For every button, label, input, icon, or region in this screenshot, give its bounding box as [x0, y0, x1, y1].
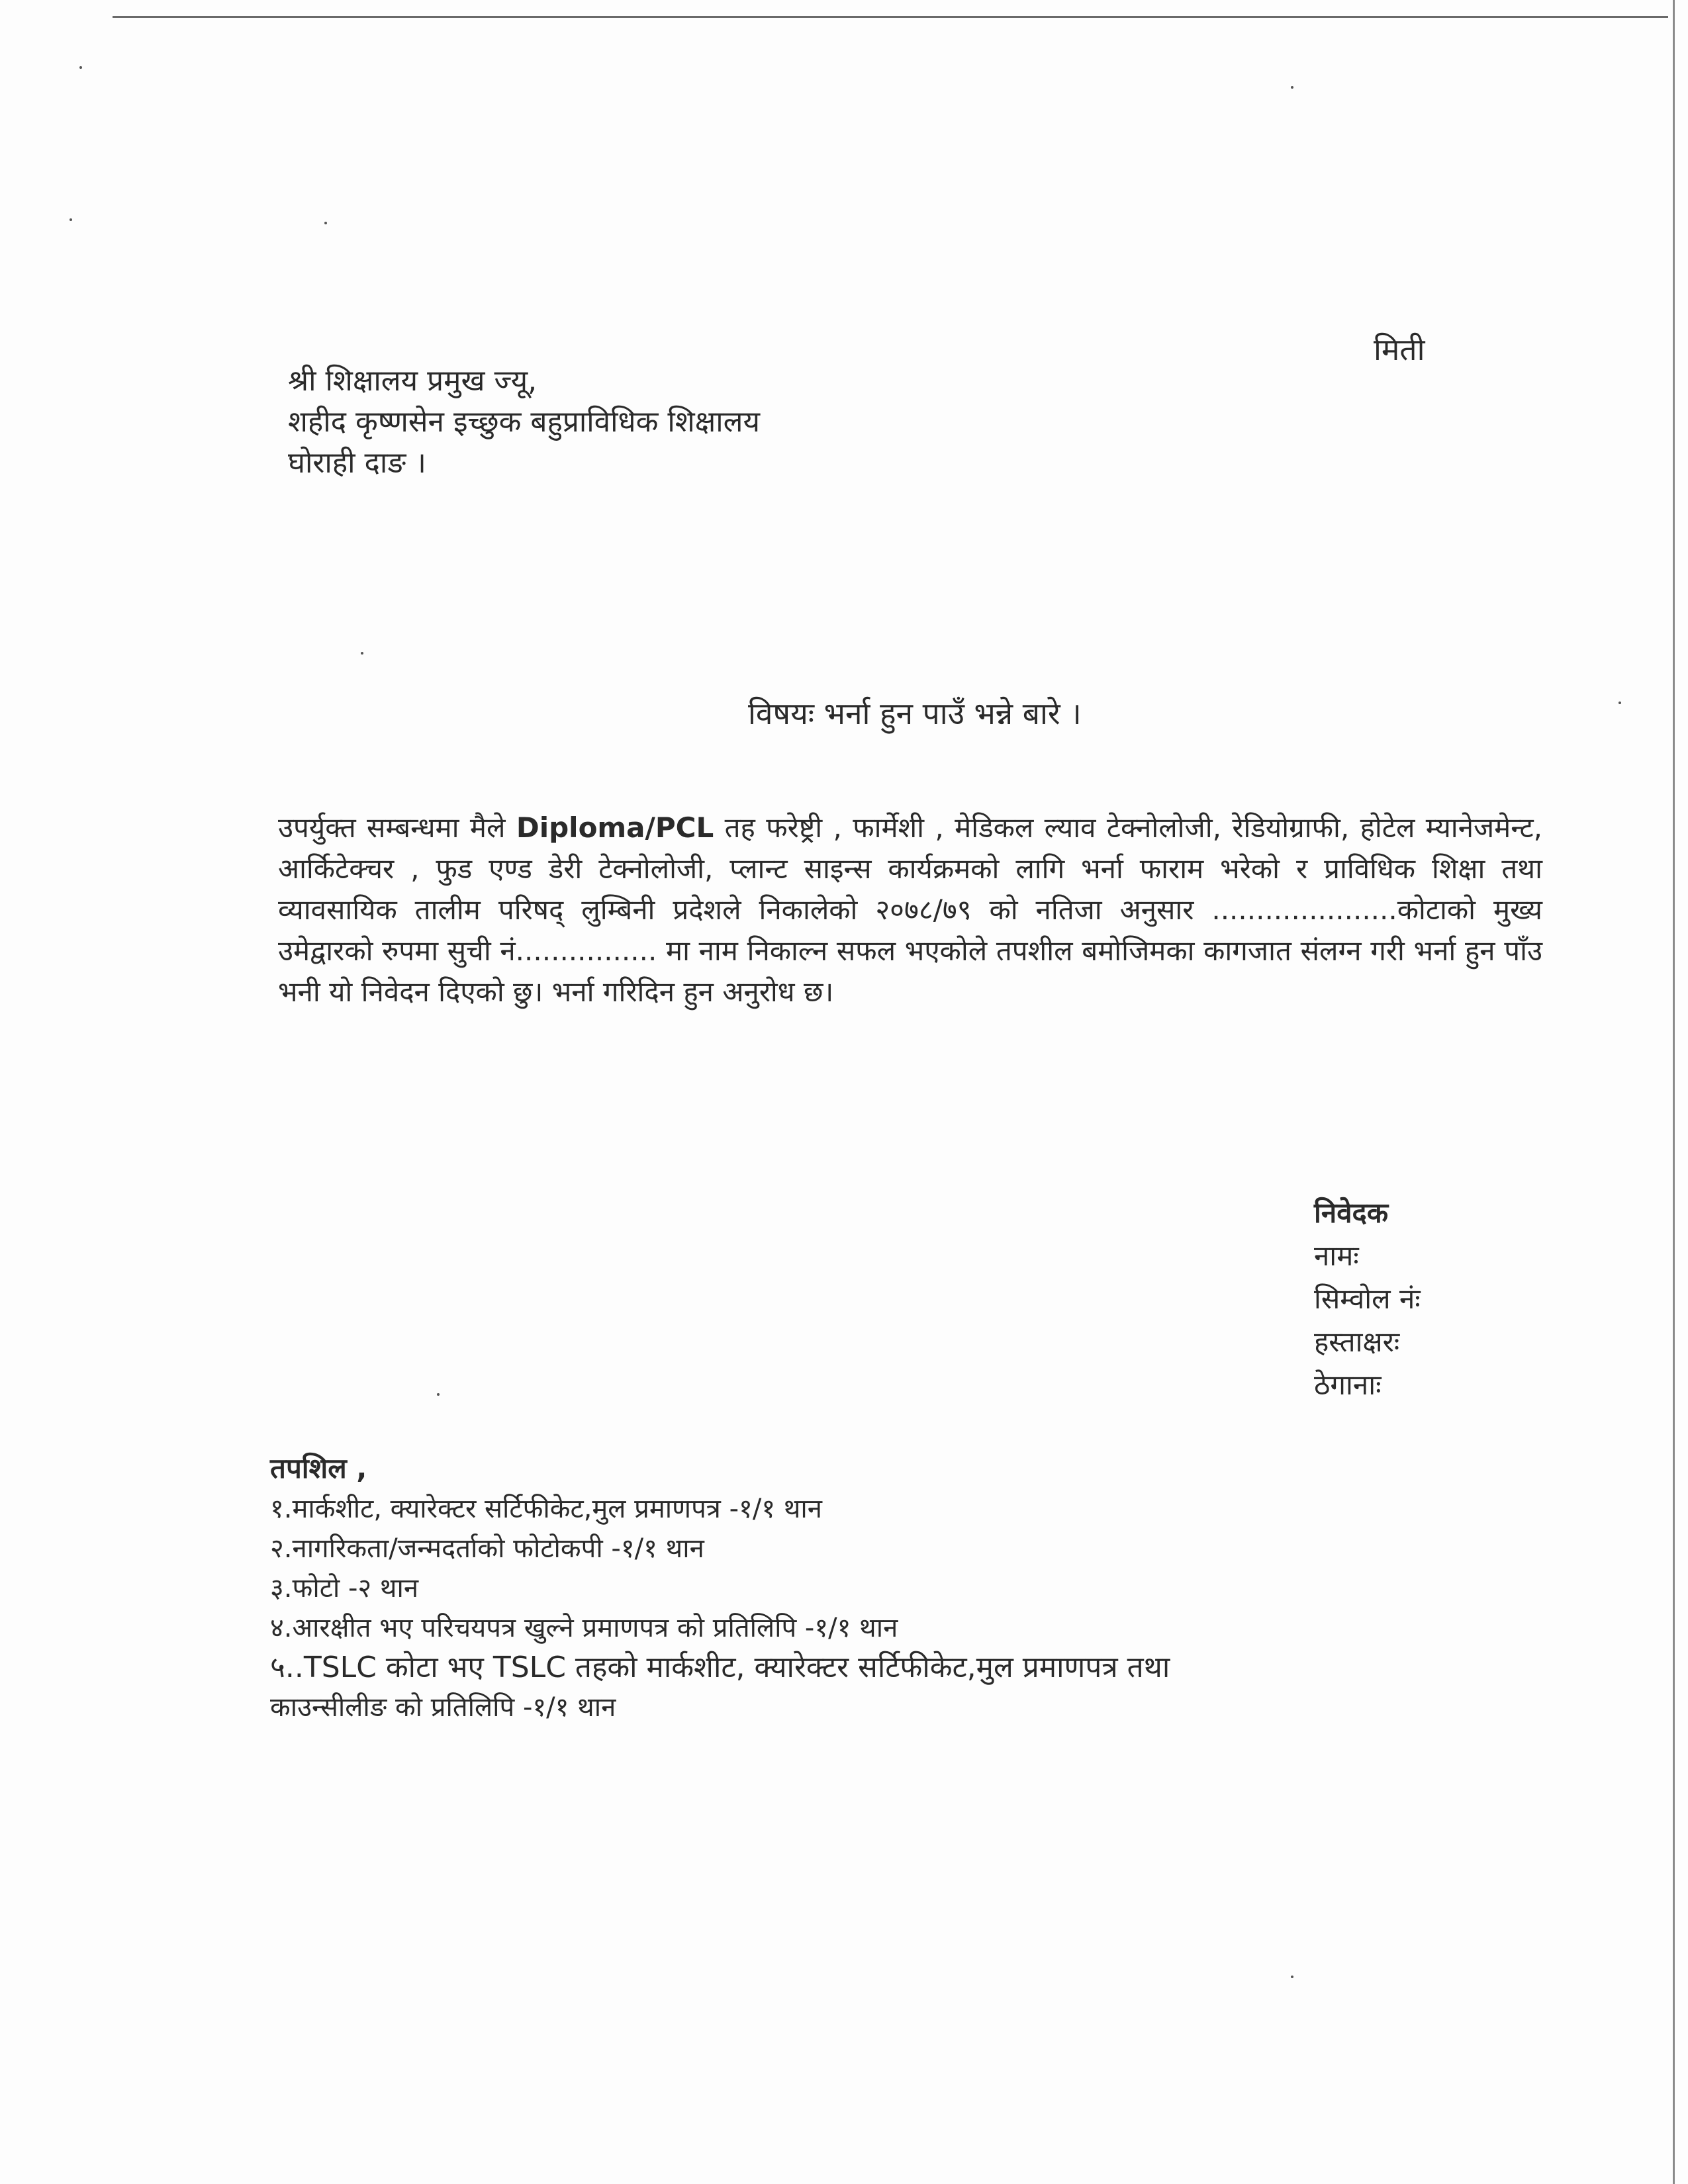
list-item: ३.फोटो -२ थान — [270, 1573, 419, 1604]
top-edge-rule — [113, 16, 1668, 18]
body-level: Diploma/PCL — [516, 811, 714, 844]
attachments-heading: तपशिल , — [270, 1452, 367, 1484]
scan-speck — [437, 1393, 440, 1396]
applicant-name-label: नामः — [1314, 1240, 1359, 1272]
recipient-address — [288, 361, 760, 484]
letter-body — [278, 807, 1542, 1013]
recipient-line: शहीद कृष्णसेन इच्छुक बहुप्राविधिक शिक्षालय — [288, 405, 760, 439]
applicant-symbol-label: सिम्वोल नंः — [1314, 1283, 1421, 1315]
body-prefix: उपर्युक्त सम्बन्धमा मैले — [278, 811, 516, 844]
applicant-title: निवेदक — [1314, 1197, 1389, 1229]
scan-speck — [79, 66, 82, 69]
date-label: मिती — [1374, 332, 1425, 367]
list-item: काउन्सीलीङ को प्रतिलिपि -१/१ थान — [270, 1692, 616, 1723]
applicant-address-label: ठेगानाः — [1314, 1369, 1382, 1401]
scan-speck — [70, 218, 72, 221]
recipient-line: घोराही दाङ । — [288, 446, 426, 480]
body-rest: तह फरेष्ट्री , फार्मेशी , मेडिकल ल्याव टेक्नोलोजी, रेडियोग्राफी, होटेल म्यानेजमेन्ट, आर्किटेक्चर , फुड एण्ड डेरी टेक्नोलोजी, प्लान्ट साइन्स कार्यक्रमको लागि भर्ना फाराम भरेको र प्राविधिक शिक्षा तथा व्यावसायिक तालीम परिषद् लुम्बिनी प्रदेशले निकालेको २०७८/७९ को नतिजा अनुसार .....................कोटाको मुख्य उमेद्वारको रुपमा सुची नं................ मा नाम निकाल्न सफल भएकोले तपशील बमोजिमका कागजात संलग्न गरी भर्ना हुन पाँउ भनी यो निवेदन दिएको छु। भर्ना गरिदिन हुन अनुरोध छ। — [278, 811, 1542, 1008]
scan-speck — [1291, 1976, 1293, 1978]
scan-speck — [361, 652, 363, 655]
scan-speck — [324, 222, 327, 224]
attachments-list — [270, 1448, 1170, 1727]
scan-speck — [1618, 702, 1621, 704]
list-item: ४.आरक्षीत भए परिचयपत्र खुल्ने प्रमाणपत्र को प्रतिलिपि -१/१ थान — [270, 1613, 898, 1643]
right-edge-rule — [1673, 0, 1675, 2184]
list-item: १.मार्कशीट, क्यारेक्टर सर्टिफीकेट,मुल प्रमाणपत्र -१/१ थान — [270, 1494, 822, 1524]
applicant-signature-label: हस्ताक्षरः — [1314, 1326, 1400, 1358]
subject-line: विषयः भर्ना हुन पाउँ भन्ने बारे । — [748, 696, 1082, 731]
list-item: ५..TSLC कोटा भए TSLC तहको मार्कशीट, क्यारेक्टर सर्टिफीकेट,मुल प्रमाणपत्र तथा — [270, 1651, 1170, 1684]
scan-speck — [1291, 86, 1293, 89]
recipient-line: श्री शिक्षालय प्रमुख ज्यू, — [288, 364, 538, 398]
applicant-block — [1314, 1191, 1421, 1406]
list-item: २.नागरिकता/जन्मदर्ताको फोटोकपी -१/१ थान — [270, 1533, 704, 1564]
